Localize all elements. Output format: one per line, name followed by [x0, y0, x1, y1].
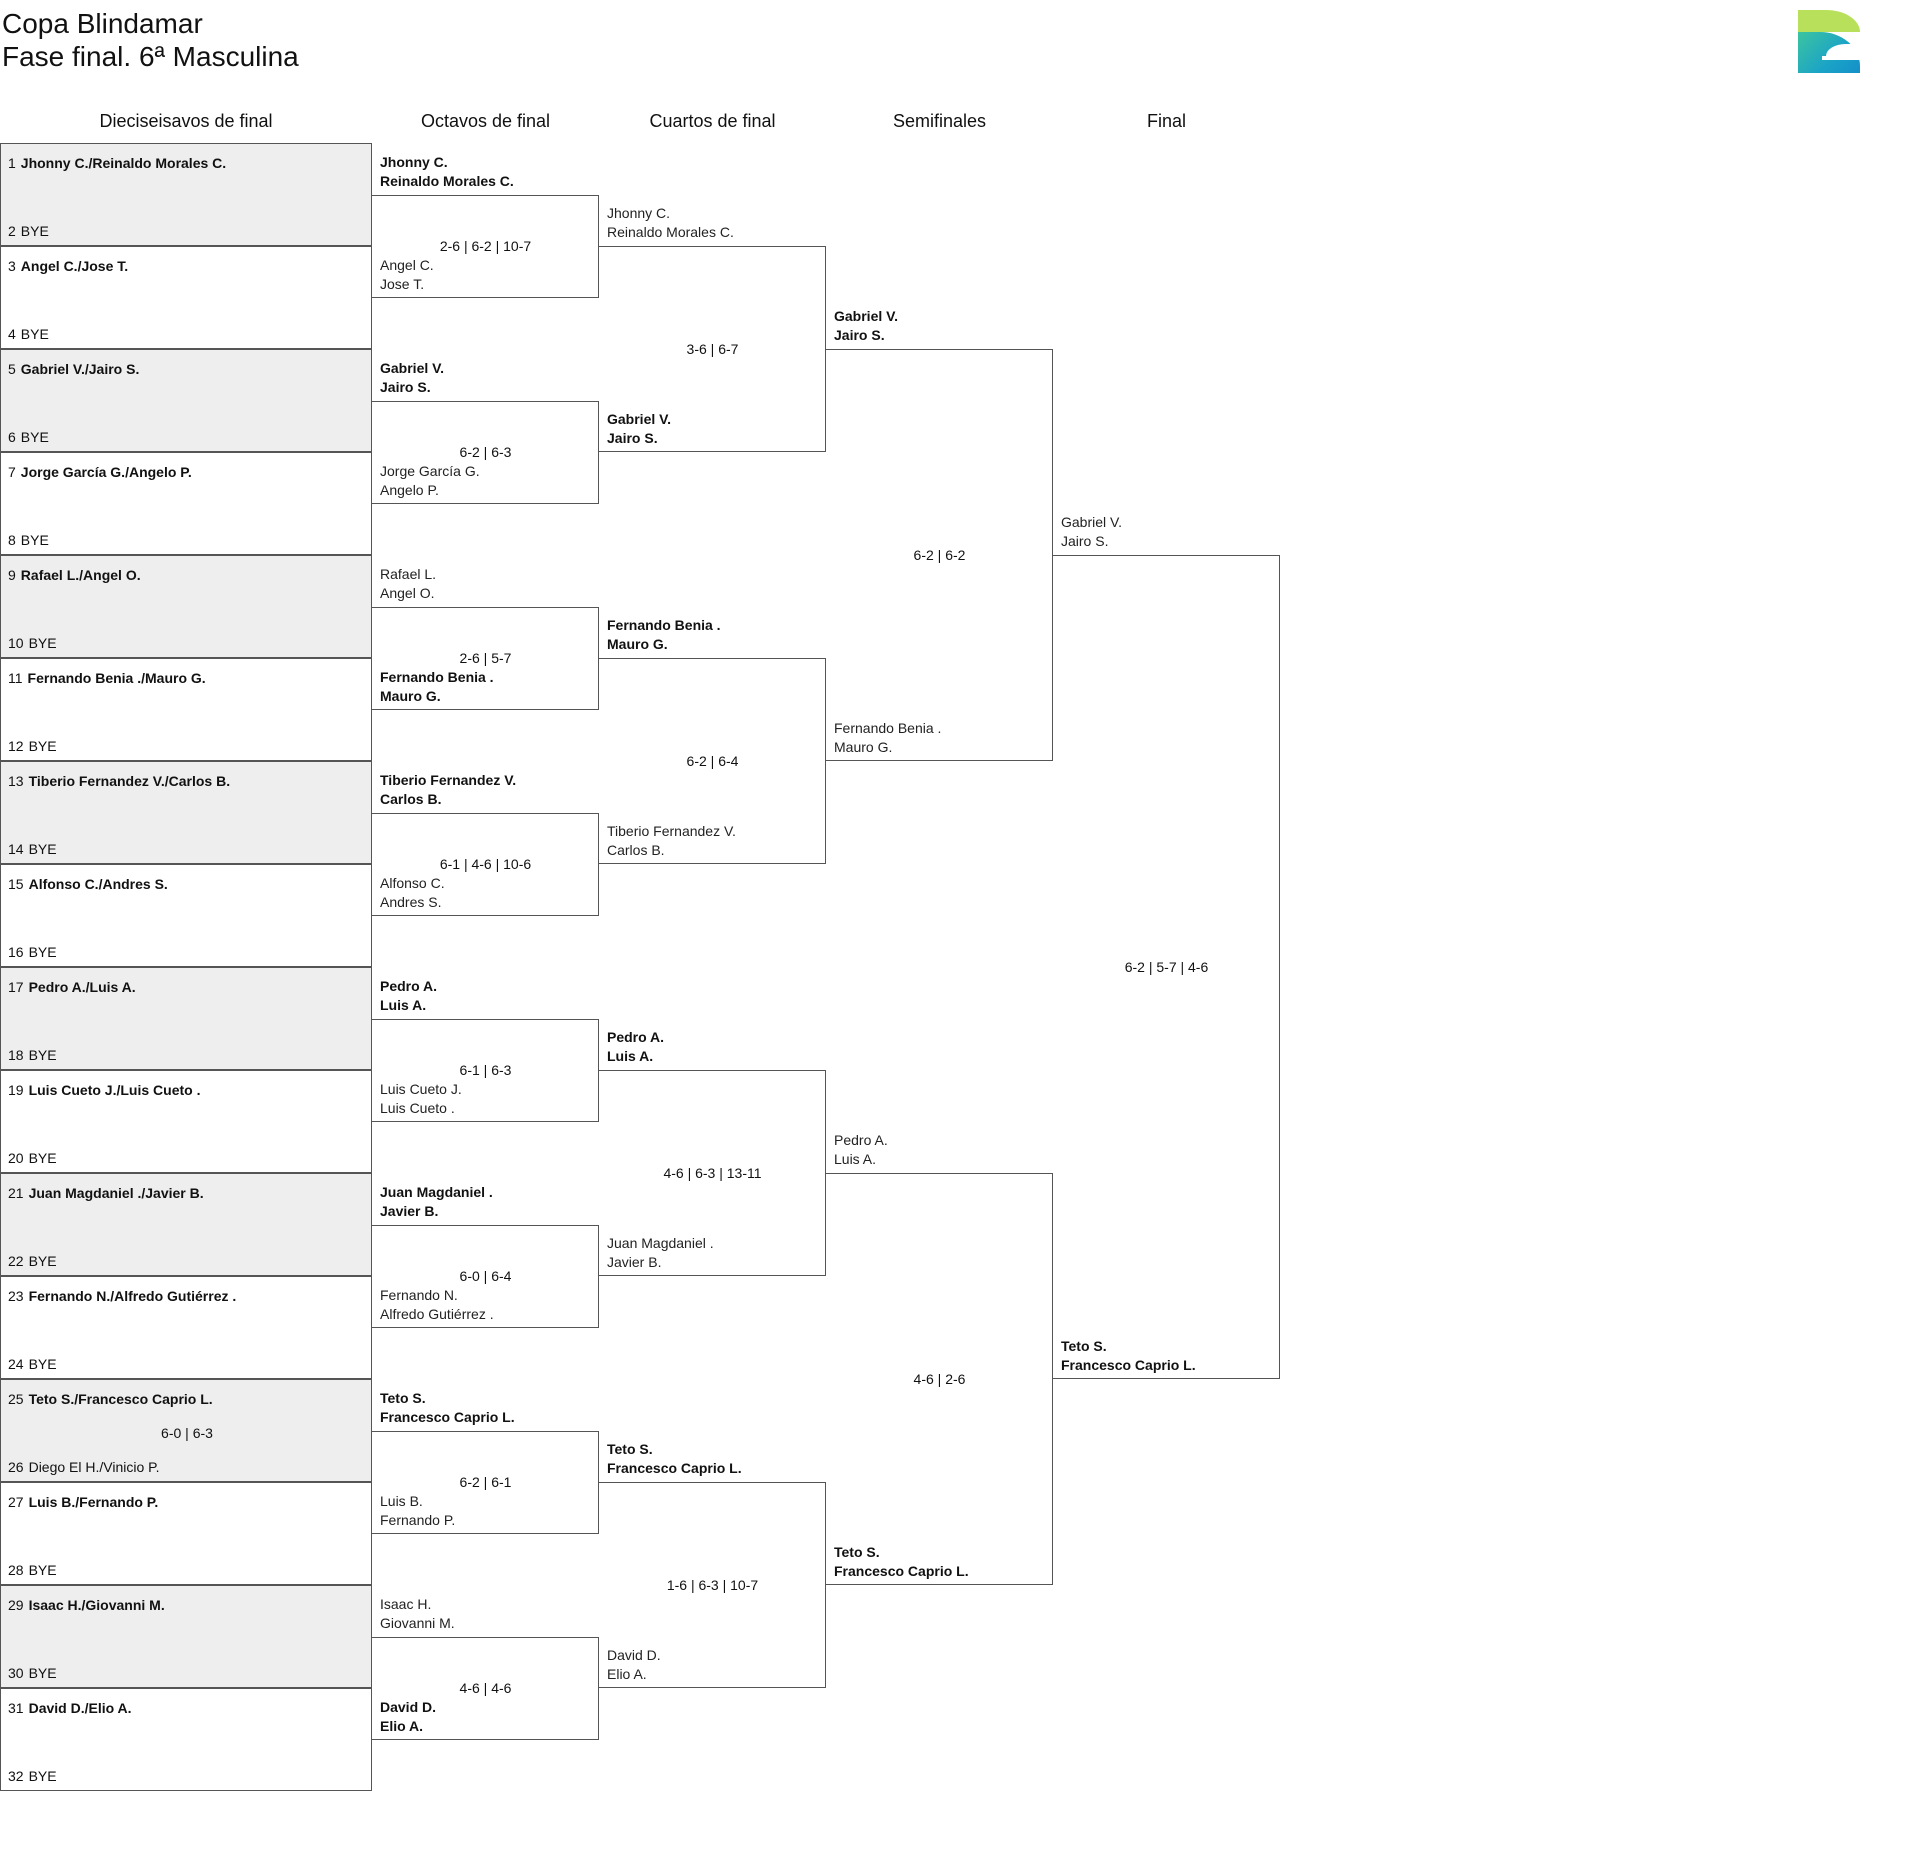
seed-number: 30 [8, 1665, 24, 1681]
seed-number: 19 [8, 1082, 24, 1098]
player-pair-name: Luis Cueto J./Luis Cueto . [28, 1082, 201, 1098]
entrant-player-name: Alfredo Gutiérrez . [380, 1305, 494, 1322]
player-pair-name: Fernando Benia ./Mauro G. [27, 670, 206, 686]
entrant-player-name: Teto S. [380, 1389, 426, 1406]
seed-entry [8, 978, 136, 996]
entrant-player-name: Angelo P. [380, 481, 439, 498]
player-pair-name: Alfonso C./Andres S. [28, 876, 168, 892]
entrant-player-name: Luis Cueto . [380, 1099, 455, 1116]
first-round-match [0, 452, 372, 555]
seed-number: 12 [8, 738, 24, 754]
player-pair-name: Angel C./Jose T. [20, 258, 129, 274]
entrant-player-name: Pedro A. [380, 977, 438, 994]
first-round-match [0, 1482, 372, 1585]
club-logo [1798, 10, 1860, 73]
first-round-match [0, 864, 372, 967]
entrant-player-name: Juan Magdaniel . [380, 1183, 493, 1200]
entrant-player-name: Javier B. [607, 1254, 662, 1270]
entrant-player-name: Fernando Benia . [834, 720, 942, 736]
seed-entry [8, 222, 49, 240]
seed-entry [8, 943, 57, 961]
player-pair-name: Gabriel V./Jairo S. [20, 361, 140, 377]
seed-entry [8, 257, 128, 275]
entrant-player-name: Carlos B. [380, 790, 442, 807]
seed-entry [8, 634, 57, 652]
entrant-player-name: Jhonny C. [380, 153, 448, 170]
seed-entry [8, 1046, 57, 1064]
seed-number: 20 [8, 1150, 24, 1166]
entrant-player-name: Tiberio Fernandez V. [607, 823, 736, 839]
entrant-player-name: Jairo S. [1061, 533, 1109, 549]
seed-number: 7 [8, 464, 16, 480]
seed-entry [8, 1699, 132, 1717]
match-score: 6-2 | 6-1 [459, 1474, 512, 1490]
player-pair-name: BYE [28, 1253, 57, 1269]
seed-entry [8, 840, 57, 858]
tournament-title: Copa Blindamar [2, 8, 203, 39]
seed-number: 8 [8, 532, 16, 548]
player-pair-name: Rafael L./Angel O. [20, 567, 141, 583]
entrant-player-name: Gabriel V. [380, 359, 445, 376]
entrant-player-name: Fernando P. [380, 1511, 456, 1528]
entrant-player-name: Gabriel V. [607, 411, 672, 427]
entrant-player-name: Reinaldo Morales C. [607, 224, 734, 240]
match-score: 6-2 | 6-2 [913, 547, 966, 563]
seed-entry [8, 463, 192, 481]
first-round-match [0, 1070, 372, 1173]
first-round-match [0, 1379, 372, 1482]
player-pair-name: BYE [28, 1047, 57, 1063]
entrant-player-name: Luis A. [607, 1048, 654, 1064]
entrant-player-name: Gabriel V. [1061, 514, 1122, 530]
seed-entry [8, 531, 49, 549]
player-pair-name: BYE [28, 1665, 57, 1681]
entrant-player-name: Francesco Caprio L. [380, 1408, 515, 1425]
match-score: 6-1 | 6-3 [459, 1062, 512, 1078]
entrant-player-name: Mauro G. [834, 739, 893, 755]
match-score: 6-2 | 6-4 [686, 753, 739, 769]
seed-entry [8, 1184, 204, 1202]
seed-entry [8, 1081, 200, 1099]
player-pair-name: BYE [28, 635, 57, 651]
seed-number: 21 [8, 1185, 24, 1201]
seed-entry [8, 1287, 236, 1305]
seed-entry [8, 1149, 57, 1167]
match-score: 6-0 | 6-4 [459, 1268, 512, 1284]
seed-number: 32 [8, 1768, 24, 1784]
player-pair-name: BYE [20, 223, 49, 239]
match-score: 4-6 | 2-6 [913, 1371, 966, 1387]
first-round-match [0, 1585, 372, 1688]
seed-number: 3 [8, 258, 16, 274]
player-pair-name: BYE [28, 1356, 57, 1372]
seed-entry [8, 1458, 160, 1476]
seed-entry [8, 566, 141, 584]
seed-number: 16 [8, 944, 24, 960]
player-pair-name: BYE [28, 944, 57, 960]
entrant-player-name: Francesco Caprio L. [1061, 1357, 1196, 1373]
entrant-player-name: Teto S. [834, 1544, 880, 1560]
seed-entry [8, 325, 49, 343]
seed-number: 28 [8, 1562, 24, 1578]
seed-number: 15 [8, 876, 24, 892]
player-pair-name: BYE [28, 1562, 57, 1578]
player-pair-name: BYE [28, 738, 57, 754]
seed-number: 5 [8, 361, 16, 377]
seed-number: 9 [8, 567, 16, 583]
entrant-player-name: Alfonso C. [380, 874, 445, 891]
match-score: 1-6 | 6-3 | 10-7 [666, 1577, 759, 1593]
seed-number: 2 [8, 223, 16, 239]
entrant-player-name: Teto S. [607, 1441, 653, 1457]
player-pair-name: Teto S./Francesco Caprio L. [28, 1391, 213, 1407]
column-header-cuartos: Cuartos de final [649, 111, 776, 131]
seed-number: 23 [8, 1288, 24, 1304]
seed-number: 29 [8, 1597, 24, 1613]
match-score: 4-6 | 4-6 [459, 1680, 512, 1696]
seed-entry [8, 875, 168, 893]
seed-entry [8, 737, 57, 755]
first-round-match [0, 1688, 372, 1791]
seed-number: 10 [8, 635, 24, 651]
entrant-player-name: Gabriel V. [834, 308, 899, 324]
seed-number: 14 [8, 841, 24, 857]
entrant-player-name: Luis Cueto J. [380, 1080, 462, 1097]
seed-number: 1 [8, 155, 16, 171]
seed-entry [8, 1493, 158, 1511]
seed-number: 4 [8, 326, 16, 342]
entrant-player-name: Elio A. [607, 1666, 647, 1682]
seed-entry [8, 772, 230, 790]
entrant-player-name: Angel C. [380, 256, 434, 273]
entrant-player-name: Angel O. [380, 584, 435, 601]
seed-number: 26 [8, 1459, 24, 1475]
entrant-player-name: Fernando Benia . [380, 668, 494, 685]
first-round-match [0, 658, 372, 761]
entrant-player-name: Mauro G. [607, 636, 668, 652]
column-header-semifinales: Semifinales [892, 111, 987, 131]
match-score: 6-1 | 4-6 | 10-6 [439, 856, 532, 872]
first-round-match [0, 555, 372, 658]
first-round-match [0, 967, 372, 1070]
player-pair-name: Tiberio Fernandez V./Carlos B. [28, 773, 231, 789]
player-pair-name: Pedro A./Luis A. [28, 979, 136, 995]
entrant-player-name: Mauro G. [380, 687, 441, 704]
player-pair-name: BYE [20, 326, 49, 342]
seed-number: 24 [8, 1356, 24, 1372]
seed-number: 27 [8, 1494, 24, 1510]
column-header-final: Final [1146, 111, 1186, 131]
entrant-player-name: Pedro A. [607, 1029, 665, 1045]
match-score: 6-2 | 5-7 | 4-6 [1124, 959, 1209, 975]
entrant-player-name: Jairo S. [834, 327, 885, 343]
match-score: 4-6 | 6-3 | 13-11 [663, 1165, 762, 1181]
player-pair-name: Jhonny C./Reinaldo Morales C. [20, 155, 227, 171]
seed-number: 31 [8, 1700, 24, 1716]
match-score: 2-6 | 5-7 [459, 650, 512, 666]
seed-entry [8, 1355, 57, 1373]
entrant-player-name: Pedro A. [834, 1132, 888, 1148]
seed-number: 22 [8, 1253, 24, 1269]
entrant-player-name: Rafael L. [380, 565, 437, 582]
first-round-match [0, 349, 372, 452]
entrant-player-name: Elio A. [380, 1717, 424, 1734]
player-pair-name: Fernando N./Alfredo Gutiérrez . [28, 1288, 237, 1304]
first-round-match [0, 1173, 372, 1276]
player-pair-name: Juan Magdaniel ./Javier B. [28, 1185, 204, 1201]
player-pair-name: Luis B./Fernando P. [28, 1494, 159, 1510]
seed-entry [8, 1390, 213, 1408]
seed-number: 11 [8, 670, 23, 686]
first-round-match [0, 1276, 372, 1379]
seed-entry [8, 669, 206, 687]
entrant-player-name: Jairo S. [380, 378, 431, 395]
entrant-player-name: Carlos B. [607, 842, 665, 858]
entrant-player-name: Jhonny C. [607, 205, 671, 221]
first-round-match [0, 761, 372, 864]
entrant-player-name: David D. [380, 1698, 437, 1715]
entrant-player-name: Francesco Caprio L. [607, 1460, 742, 1476]
player-pair-name: BYE [20, 429, 49, 445]
seed-entry [8, 428, 49, 446]
match-score: 3-6 | 6-7 [686, 341, 739, 357]
entrant-player-name: Fernando N. [380, 1286, 458, 1303]
first-round-match [0, 246, 372, 349]
match-score: 2-6 | 6-2 | 10-7 [439, 238, 532, 254]
entrant-player-name: Tiberio Fernandez V. [380, 771, 517, 788]
seed-entry [8, 1664, 57, 1682]
player-pair-name: Jorge García G./Angelo P. [20, 464, 192, 480]
seed-number: 6 [8, 429, 16, 445]
seed-entry [8, 360, 139, 378]
player-pair-name: BYE [28, 1150, 57, 1166]
match-score: 6-0 | 6-3 [161, 1425, 213, 1441]
entrant-player-name: Andres S. [380, 893, 442, 910]
entrant-player-name: Luis A. [834, 1151, 877, 1167]
player-pair-name: Isaac H./Giovanni M. [28, 1597, 165, 1613]
entrant-player-name: Javier B. [380, 1202, 439, 1219]
entrant-player-name: Jorge García G. [380, 462, 480, 479]
entrant-player-name: David D. [607, 1647, 661, 1663]
seed-number: 13 [8, 773, 24, 789]
player-pair-name: Diego El H./Vinicio P. [28, 1459, 160, 1475]
seed-entry [8, 1561, 57, 1579]
entrant-player-name: Luis B. [380, 1492, 423, 1509]
entrant-player-name: Giovanni M. [380, 1614, 455, 1631]
player-pair-name: BYE [28, 841, 57, 857]
entrant-player-name: Francesco Caprio L. [834, 1563, 969, 1579]
entrant-player-name: Teto S. [1061, 1338, 1107, 1354]
seed-entry [8, 154, 226, 172]
entrant-player-name: Isaac H. [380, 1595, 432, 1612]
entrant-player-name: Jose T. [380, 275, 425, 292]
seed-entry [8, 1596, 165, 1614]
tournament-subtitle: Fase final. 6ª Masculina [2, 41, 299, 72]
match-score: 6-2 | 6-3 [459, 444, 512, 460]
seed-number: 18 [8, 1047, 24, 1063]
column-header-dieciseisavos: Dieciseisavos de final [99, 111, 273, 131]
entrant-player-name: Luis A. [380, 996, 427, 1013]
first-round-match [0, 143, 372, 246]
entrant-player-name: Reinaldo Morales C. [380, 172, 514, 189]
player-pair-name: BYE [20, 532, 49, 548]
seed-number: 25 [8, 1391, 24, 1407]
column-header-octavos: Octavos de final [420, 111, 551, 131]
entrant-player-name: Fernando Benia . [607, 617, 721, 633]
player-pair-name: BYE [28, 1768, 57, 1784]
seed-entry [8, 1767, 57, 1785]
entrant-player-name: Juan Magdaniel . [607, 1235, 714, 1251]
player-pair-name: David D./Elio A. [28, 1700, 132, 1716]
seed-entry [8, 1252, 57, 1270]
entrant-player-name: Jairo S. [607, 430, 658, 446]
seed-number: 17 [8, 979, 24, 995]
